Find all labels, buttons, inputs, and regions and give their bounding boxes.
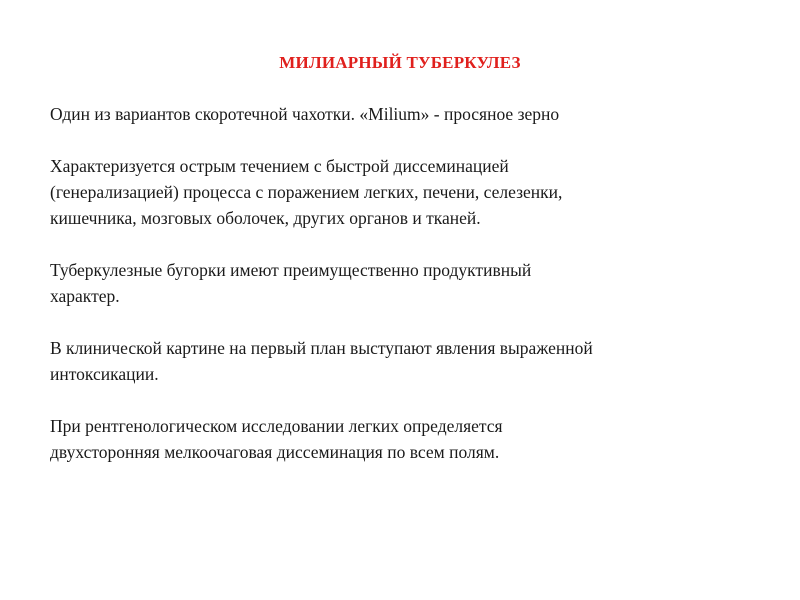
paragraph-line: интоксикации.	[50, 364, 159, 384]
paragraph-line: кишечника, мозговых оболочек, других органов и тканей.	[50, 208, 481, 228]
paragraph-line: (генерализацией) процесса с поражением легких, печени, селезенки,	[50, 182, 563, 202]
paragraph-tubercles	[50, 257, 762, 309]
paragraph-line: Один из вариантов скоротечной чахотки. «Milium» - просяное зерно	[50, 104, 560, 124]
slide-body	[50, 101, 762, 491]
paragraph-line: Характеризуется острым течением с быстрой диссеминацией	[50, 156, 509, 176]
paragraph-line: Туберкулезные бугорки имеют преимущественно продуктивный	[50, 260, 532, 280]
paragraph-line: двухсторонняя мелкоочаговая диссеминация по всем полям.	[50, 442, 500, 462]
paragraph-clinical-picture	[50, 335, 762, 387]
paragraph-definition	[50, 101, 762, 127]
paragraph-line: В клинической картине на первый план выступают явления выраженной	[50, 338, 593, 358]
slide-title: МИЛИАРНЫЙ ТУБЕРКУЛЕЗ	[279, 53, 521, 72]
paragraph-characteristics	[50, 153, 762, 231]
paragraph-radiology	[50, 413, 762, 465]
paragraph-line: При рентгенологическом исследовании легких определяется	[50, 416, 503, 436]
paragraph-line: характер.	[50, 286, 120, 306]
